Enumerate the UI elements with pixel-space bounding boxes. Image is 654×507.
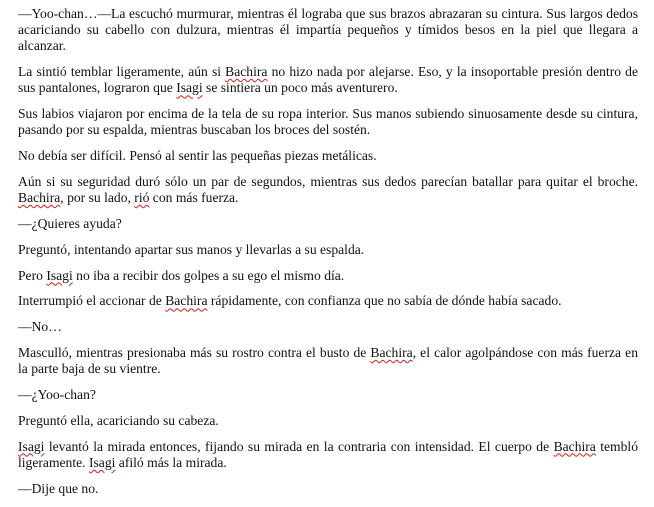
text-run: no iba a recibir dos golpes a su ego el mismo día. (72, 267, 345, 283)
spelling-flagged-word[interactable]: Bachira (18, 190, 61, 206)
spelling-flagged-word[interactable]: Bachira (225, 64, 268, 80)
spelling-flagged-word[interactable]: Isagi (46, 267, 73, 283)
text-run: —¿Quieres ayuda? (18, 216, 122, 231)
paragraph (18, 439, 638, 471)
spelling-flagged-word[interactable]: Isagi (176, 80, 203, 96)
text-run: no hizo nada por alejarse. Eso, y la insoportable presión dentro de sus pantalones, lograron que (18, 64, 638, 96)
text-run: Aún si su seguridad duró sólo un par de segundos, mientras sus dedos parecían batallar para quitar el broche. (18, 174, 638, 189)
paragraph (18, 387, 638, 403)
text-run: —Yoo-chan…—La escuchó murmurar, mientras él lograba que sus brazos abrazaran su cintura. Sus largos dedos acariciando su cabello con dulzura, mientras él impartía pequeños y tímidos besos en la piel que llegara a alcanzar. (18, 6, 638, 54)
text-run: , el calor agolpándose con más fuerza en la parte baja de su vientre. (18, 344, 638, 377)
text-run: se sintiera un poco más aventurero. (202, 80, 398, 96)
spelling-flagged-word[interactable]: Bachira (165, 293, 208, 309)
text-run: La sintió temblar ligeramente, aún si (18, 64, 226, 80)
paragraph (18, 481, 638, 497)
text-run: afiló más la mirada. (115, 454, 227, 470)
spelling-flagged-word[interactable]: Isagi (18, 438, 45, 454)
spelling-flagged-word[interactable]: Bachira (370, 344, 413, 360)
text-run: con más fuerza. (149, 190, 239, 206)
paragraph (18, 216, 638, 232)
text-run: Masculló, mientras presionaba más su rostro contra el busto de (18, 344, 371, 360)
paragraph (18, 106, 638, 138)
text-run: —Dije que no. (18, 480, 99, 496)
paragraph (18, 293, 638, 309)
text-run: tembló ligeramente. (18, 438, 639, 470)
text-run: Pero (18, 267, 47, 283)
paragraph (18, 319, 638, 335)
text-run: rápidamente, con confianza que no sabía de dónde había sacado. (207, 293, 562, 309)
paragraph (18, 174, 638, 206)
text-run: Interrumpió el accionar de (18, 293, 166, 309)
text-run: Preguntó ella, acariciando su cabeza. (18, 412, 219, 428)
paragraph (18, 413, 638, 429)
spelling-flagged-word[interactable]: rió (134, 190, 150, 206)
text-run: —No… (18, 319, 62, 335)
spelling-flagged-word[interactable]: Isagi (88, 454, 116, 470)
spelling-flagged-word[interactable]: Bachira (553, 438, 596, 454)
text-run: , por su lado, (60, 190, 135, 206)
text-run: Sus labios viajaron por encima de la tela de su ropa interior. Sus manos subiendo sinuosamente desde su cintura, pasando por su espalda, mientras buscaban los broces del sostén. (18, 106, 638, 138)
paragraph (18, 64, 638, 96)
paragraph (18, 6, 638, 55)
paragraph (18, 148, 638, 164)
paragraph (18, 268, 638, 284)
paragraph (18, 345, 638, 377)
text-run: —¿Yoo-chan? (18, 386, 96, 402)
text-run: No debía ser difícil. Pensó al sentir las pequeñas piezas metálicas. (18, 148, 377, 164)
paragraph (18, 242, 638, 258)
document-body (18, 6, 638, 506)
text-run: Preguntó, intentando apartar sus manos y llevarlas a su espalda. (18, 241, 365, 257)
text-run: levantó la mirada entonces, fijando su mirada en la contraria con intensidad. El cuerpo de (44, 438, 554, 454)
